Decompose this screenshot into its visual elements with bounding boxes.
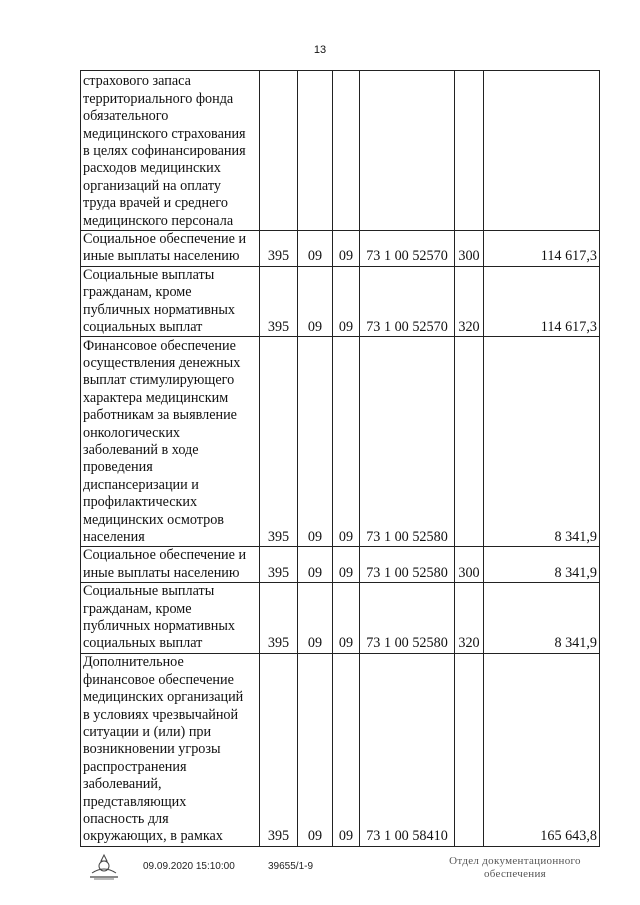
emblem-icon: [84, 853, 124, 881]
table-row: [81, 337, 600, 547]
footer-doc-number: 39655/1-9: [268, 861, 314, 872]
row-name: Социальное обеспечение и иные выплаты населению: [81, 547, 260, 583]
row-target-article: [360, 71, 455, 231]
row-section: 09: [298, 231, 333, 267]
row-target-article: 73 1 00 58410: [360, 653, 455, 846]
row-amount: [484, 71, 600, 231]
row-subsection: [333, 71, 360, 231]
row-subsection: 09: [333, 547, 360, 583]
row-amount: 8 341,9: [484, 547, 600, 583]
row-target-article: 73 1 00 52570: [360, 231, 455, 267]
department-stamp: Отдел документационного обеспечения: [449, 855, 581, 880]
row-section: 09: [298, 266, 333, 337]
table-row: [81, 71, 600, 231]
row-ministry: 395: [260, 653, 298, 846]
row-target-article: 73 1 00 52580: [360, 583, 455, 654]
row-section: 09: [298, 547, 333, 583]
table-row: [81, 653, 600, 846]
row-name: Социальные выплаты гражданам, кроме публичных нормативных социальных выплат: [81, 583, 260, 654]
row-subsection: 09: [333, 266, 360, 337]
row-subsection: 09: [333, 337, 360, 547]
budget-table: [80, 70, 600, 847]
row-expense-type: 300: [455, 231, 484, 267]
row-expense-type: 320: [455, 583, 484, 654]
row-amount: 114 617,3: [484, 231, 600, 267]
footer-datetime: 09.09.2020 15:10:00: [143, 861, 235, 872]
row-section: 09: [298, 337, 333, 547]
row-section: [298, 71, 333, 231]
row-amount: 114 617,3: [484, 266, 600, 337]
row-subsection: 09: [333, 653, 360, 846]
row-ministry: 395: [260, 547, 298, 583]
table-row: [81, 547, 600, 583]
row-name: страхового запаса территориального фонда обязательного медицинского страхования в целях софинансирования расходов медицинских организаций на оплату труда врачей и среднего медицинского персонала: [81, 71, 260, 231]
row-target-article: 73 1 00 52570: [360, 266, 455, 337]
row-subsection: 09: [333, 583, 360, 654]
row-amount: 165 643,8: [484, 653, 600, 846]
table-row: [81, 231, 600, 267]
row-expense-type: [455, 337, 484, 547]
row-amount: 8 341,9: [484, 337, 600, 547]
table-row: [81, 266, 600, 337]
row-section: 09: [298, 653, 333, 846]
row-expense-type: 300: [455, 547, 484, 583]
row-expense-type: [455, 653, 484, 846]
row-subsection: 09: [333, 231, 360, 267]
row-name: Социальное обеспечение и иные выплаты населению: [81, 231, 260, 267]
row-ministry: 395: [260, 337, 298, 547]
row-ministry: 395: [260, 583, 298, 654]
row-target-article: 73 1 00 52580: [360, 547, 455, 583]
row-name: Финансовое обеспечение осуществления денежных выплат стимулирующего характера медицинским работникам за выявление онкологических заболеваний в ходе проведения диспансеризации и профилактических медицинских осмотров населения: [81, 337, 260, 547]
row-ministry: 395: [260, 266, 298, 337]
row-section: 09: [298, 583, 333, 654]
table-row: [81, 583, 600, 654]
row-expense-type: 320: [455, 266, 484, 337]
row-expense-type: [455, 71, 484, 231]
row-ministry: [260, 71, 298, 231]
row-name: Дополнительное финансовое обеспечение медицинских организаций в условиях чрезвычайной ситуации и (или) при возникновении угрозы распространения заболеваний, представляющих опасность для окружающих, в рамках: [81, 653, 260, 846]
row-target-article: 73 1 00 52580: [360, 337, 455, 547]
row-name: Социальные выплаты гражданам, кроме публичных нормативных социальных выплат: [81, 266, 260, 337]
row-ministry: 395: [260, 231, 298, 267]
row-amount: 8 341,9: [484, 583, 600, 654]
page-number: 13: [313, 44, 327, 56]
